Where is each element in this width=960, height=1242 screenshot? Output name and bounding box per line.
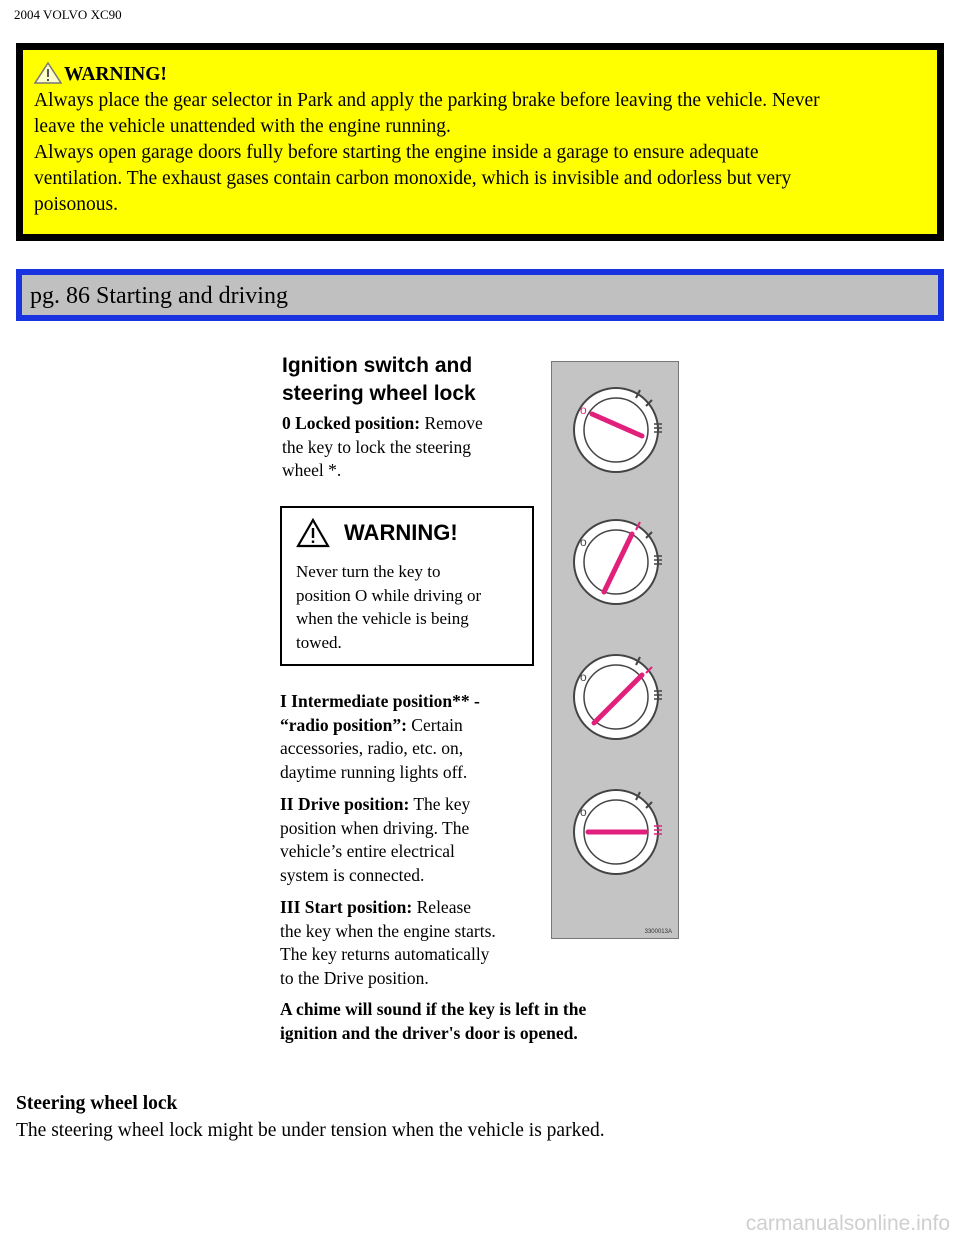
start-line: The key returns automatically: [280, 944, 490, 964]
ignition-figure: [275, 350, 695, 1060]
figure-heading: [282, 352, 532, 408]
intermediate-line: accessories, radio, etc. on,: [280, 738, 464, 758]
inner-warning-line: towed.: [296, 632, 342, 652]
warning-line: Always place the gear selector in Park and apply the parking brake before leaving the vehicle. Never: [34, 90, 820, 111]
inner-warning-line: when the vehicle is being: [296, 609, 469, 628]
chime-note: [280, 998, 586, 1045]
inner-warning-box: [280, 506, 534, 666]
steering-lock-heading: Steering wheel lock: [16, 1093, 178, 1114]
chime-line: ignition and the driver's door is opened.: [280, 1022, 578, 1043]
drive-line: system is connected.: [280, 864, 425, 885]
svg-text:o: o: [580, 403, 587, 417]
steering-lock-body: The steering wheel lock might be under tension when the vehicle is parked.: [16, 1120, 605, 1141]
drive-line: position when driving. The: [280, 817, 470, 838]
figure-heading-line: Ignition switch and: [282, 354, 473, 377]
drive-line: vehicle’s entire electrical: [280, 841, 455, 861]
inner-warning-line: position O while driving or: [296, 585, 482, 605]
warning-triangle-icon: [296, 518, 330, 548]
intermediate-label: “radio position”:: [280, 714, 407, 735]
drive-position-text: [280, 793, 470, 887]
chime-line: A chime will sound if the key is left in the: [280, 999, 587, 1019]
ignition-dial-drive-icon: [566, 647, 666, 747]
warning-line: Always open garage doors fully before starting the engine inside a garage to ensure adequate: [34, 142, 759, 163]
warning-triangle-icon: [34, 62, 62, 84]
start-line: the key when the engine starts.: [280, 920, 496, 941]
start-text: Release: [412, 897, 472, 917]
intermediate-position-text: [280, 690, 480, 784]
start-label: III Start position:: [280, 897, 413, 917]
warning-line: leave the vehicle unattended with the engine running.: [34, 116, 451, 137]
locked-line: the key to lock the steering: [282, 436, 472, 457]
inner-warning-line: Never turn the key to: [296, 562, 441, 581]
drive-label: II Drive position:: [280, 794, 410, 814]
figure-code: 3300013A: [644, 929, 672, 935]
intermediate-line: daytime running lights off.: [280, 761, 468, 782]
warning-box: [16, 43, 944, 241]
figure-heading-line: steering wheel lock: [282, 382, 476, 405]
warning-line: ventilation. The exhaust gases contain carbon monoxide, which is invisible and odorless but very: [34, 168, 792, 189]
page-header: 2004 VOLVO XC90: [14, 7, 122, 22]
start-position-text: [280, 896, 496, 990]
ignition-dial-locked-icon: [566, 380, 666, 480]
svg-text:o: o: [580, 805, 587, 819]
intermediate-label: I Intermediate position** -: [280, 691, 480, 711]
inner-warning-title: WARNING!: [344, 520, 458, 545]
section-bar: [16, 269, 944, 321]
watermark: carmanualsonline.info: [745, 1212, 950, 1235]
section-title: pg. 86 Starting and driving: [20, 273, 940, 317]
start-line: to the Drive position.: [280, 967, 429, 988]
ignition-dial-start-icon: [566, 782, 666, 882]
warning-line: poisonous.: [34, 194, 118, 215]
svg-text:o: o: [580, 670, 587, 684]
svg-text:o: o: [580, 535, 587, 549]
drive-text: The key: [409, 794, 471, 814]
ignition-dial-intermediate-icon: [566, 512, 666, 612]
locked-position-text: [282, 412, 483, 483]
ignition-dial-panel: [551, 361, 679, 939]
locked-text: Remove: [420, 413, 483, 433]
warning-title: WARNING!: [64, 64, 167, 85]
locked-line: wheel *.: [282, 460, 342, 480]
intermediate-text: Certain: [406, 714, 463, 735]
locked-label: 0 Locked position:: [282, 413, 421, 433]
